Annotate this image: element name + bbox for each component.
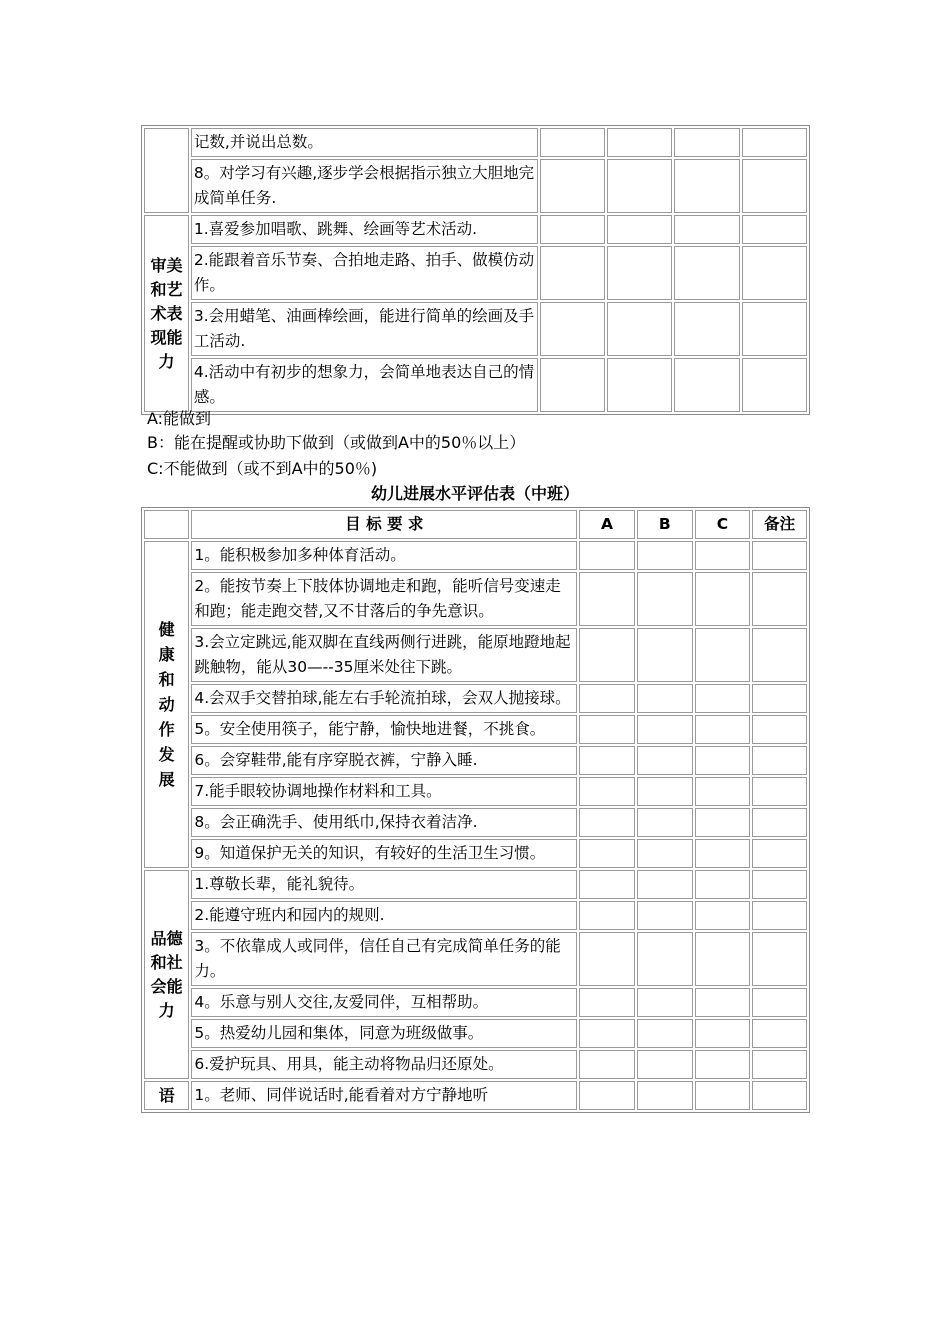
score-c-cell[interactable] bbox=[674, 215, 739, 244]
table-row bbox=[144, 1019, 807, 1048]
table-title: 幼儿进展水平评估表（中班） bbox=[370, 484, 579, 503]
table-row bbox=[144, 128, 807, 157]
score-b-cell[interactable] bbox=[637, 1050, 693, 1079]
score-c-cell[interactable] bbox=[695, 932, 751, 986]
score-b-cell[interactable] bbox=[637, 1081, 693, 1110]
remark-cell[interactable] bbox=[752, 1019, 807, 1048]
table-row bbox=[144, 246, 807, 300]
score-a-cell[interactable] bbox=[579, 628, 635, 682]
score-b-cell[interactable] bbox=[637, 901, 693, 930]
remark-cell[interactable] bbox=[742, 358, 807, 412]
score-b-cell[interactable] bbox=[637, 1019, 693, 1048]
category-cell bbox=[144, 128, 189, 213]
score-c-cell[interactable] bbox=[674, 358, 739, 412]
score-c-cell[interactable] bbox=[695, 572, 751, 626]
remark-cell[interactable] bbox=[742, 246, 807, 300]
goal-cell: 3。不依靠成人或同伴，信任自己有完成简单任务的能力。 bbox=[191, 932, 577, 986]
score-b-cell[interactable] bbox=[637, 684, 693, 713]
score-b-cell[interactable] bbox=[637, 839, 693, 868]
table-row bbox=[144, 1081, 807, 1110]
score-a-cell[interactable] bbox=[540, 358, 605, 412]
remark-cell[interactable] bbox=[742, 215, 807, 244]
score-c-cell[interactable] bbox=[674, 128, 739, 157]
table-row bbox=[144, 746, 807, 775]
score-c-cell[interactable] bbox=[695, 1050, 751, 1079]
table-row bbox=[144, 1050, 807, 1079]
goal-cell: 9。知道保护无关的知识，有较好的生活卫生习惯。 bbox=[191, 839, 577, 868]
score-a-cell[interactable] bbox=[540, 159, 605, 213]
score-b-cell[interactable] bbox=[637, 988, 693, 1017]
score-c-cell[interactable] bbox=[695, 808, 751, 837]
category-cell-art: 审美和艺术表现能力 bbox=[144, 215, 189, 412]
goal-cell: 1.尊敬长辈，能礼貌待。 bbox=[191, 870, 577, 899]
goal-cell: 6.爱护玩具、用具，能主动将物品归还原处。 bbox=[191, 1050, 577, 1079]
table-row bbox=[144, 988, 807, 1017]
score-b-cell[interactable] bbox=[637, 715, 693, 744]
score-c-cell[interactable] bbox=[695, 839, 751, 868]
score-b-cell[interactable] bbox=[607, 246, 672, 300]
score-c-cell[interactable] bbox=[695, 684, 751, 713]
score-a-cell[interactable] bbox=[579, 1081, 635, 1110]
goal-cell: 5。热爱幼儿园和集体，同意为班级做事。 bbox=[191, 1019, 577, 1048]
remark-cell[interactable] bbox=[742, 302, 807, 356]
header-blank bbox=[144, 510, 189, 539]
score-c-cell[interactable] bbox=[695, 715, 751, 744]
score-a-cell[interactable] bbox=[579, 870, 635, 899]
evaluation-table bbox=[141, 507, 810, 1113]
remark-cell[interactable] bbox=[752, 988, 807, 1017]
goal-cell: 4.会双手交替拍球,能左右手轮流拍球，会双人抛接球。 bbox=[191, 684, 577, 713]
score-b-cell[interactable] bbox=[607, 215, 672, 244]
remark-cell[interactable] bbox=[752, 628, 807, 682]
goal-cell: 8。对学习有兴趣,逐步学会根据指示独立大胆地完成简单任务. bbox=[191, 159, 538, 213]
score-c-cell[interactable] bbox=[674, 246, 739, 300]
remark-cell[interactable] bbox=[752, 572, 807, 626]
score-a-cell[interactable] bbox=[579, 839, 635, 868]
score-b-cell[interactable] bbox=[637, 746, 693, 775]
goal-cell: 5。安全使用筷子，能宁静，愉快地进餐，不挑食。 bbox=[191, 715, 577, 744]
score-a-cell[interactable] bbox=[579, 1050, 635, 1079]
table-row bbox=[144, 159, 807, 213]
score-b-cell[interactable] bbox=[637, 777, 693, 806]
goal-cell: 4。乐意与别人交往,友爱同伴，互相帮助。 bbox=[191, 988, 577, 1017]
score-b-cell[interactable] bbox=[637, 628, 693, 682]
score-a-cell[interactable] bbox=[540, 302, 605, 356]
remark-cell[interactable] bbox=[752, 901, 807, 930]
legend-c: C:不能做到（或不到A中的50％) bbox=[147, 459, 378, 478]
score-c-cell[interactable] bbox=[695, 628, 751, 682]
score-c-cell[interactable] bbox=[695, 746, 751, 775]
goal-cell: 1。能积极参加多种体育活动。 bbox=[191, 541, 577, 570]
score-c-cell[interactable] bbox=[695, 988, 751, 1017]
remark-cell[interactable] bbox=[752, 1050, 807, 1079]
score-b-cell[interactable] bbox=[607, 128, 672, 157]
table-row bbox=[144, 932, 807, 986]
goal-cell: 1。老师、同伴说话时,能看着对方宁静地听 bbox=[191, 1081, 577, 1110]
goal-cell: 记数,并说出总数。 bbox=[191, 128, 538, 157]
table-row bbox=[144, 715, 807, 744]
score-a-cell[interactable] bbox=[579, 715, 635, 744]
remark-cell[interactable] bbox=[752, 808, 807, 837]
goal-cell: 2.能遵守班内和园内的规则. bbox=[191, 901, 577, 930]
goal-cell: 2。能按节奏上下肢体协调地走和跑，能听信号变速走和跑；能走跑交替,又不甘落后的争先意识。 bbox=[191, 572, 577, 626]
remark-cell[interactable] bbox=[742, 128, 807, 157]
table-row bbox=[144, 215, 807, 244]
table-row bbox=[144, 302, 807, 356]
score-c-cell[interactable] bbox=[695, 1019, 751, 1048]
remark-cell[interactable] bbox=[752, 870, 807, 899]
goal-cell: 7.能手眼较协调地操作材料和工具。 bbox=[191, 777, 577, 806]
score-a-cell[interactable] bbox=[540, 246, 605, 300]
goal-cell: 3.会立定跳远,能双脚在直线两侧行进跳，能原地蹬地起跳触物，能从30—--35厘米处往下跳。 bbox=[191, 628, 577, 682]
score-a-cell[interactable] bbox=[579, 777, 635, 806]
goal-cell: 3.会用蜡笔、油画棒绘画，能进行简单的绘画及手工活动. bbox=[191, 302, 538, 356]
remark-cell[interactable] bbox=[752, 684, 807, 713]
score-a-cell[interactable] bbox=[579, 541, 635, 570]
table-row bbox=[144, 572, 807, 626]
category-cell-social: 品德和社会能力 bbox=[144, 870, 189, 1079]
table-row bbox=[144, 628, 807, 682]
score-a-cell[interactable] bbox=[579, 808, 635, 837]
table-row bbox=[144, 684, 807, 713]
category-cell-language: 语 bbox=[144, 1081, 189, 1110]
score-b-cell[interactable] bbox=[607, 159, 672, 213]
header-a: A bbox=[579, 510, 635, 539]
score-c-cell[interactable] bbox=[695, 541, 751, 570]
score-c-cell[interactable] bbox=[695, 870, 751, 899]
score-c-cell[interactable] bbox=[695, 777, 751, 806]
goal-cell: 6。会穿鞋带,能有序穿脱衣裤，宁静入睡. bbox=[191, 746, 577, 775]
score-c-cell[interactable] bbox=[695, 901, 751, 930]
score-b-cell[interactable] bbox=[607, 302, 672, 356]
score-b-cell[interactable] bbox=[637, 870, 693, 899]
score-c-cell[interactable] bbox=[674, 302, 739, 356]
legend-b: B：能在提醒或协助下做到（或做到A中的50％以上） bbox=[147, 433, 526, 452]
category-cell-health: 健 康 和 动 作 发 展 bbox=[144, 541, 189, 868]
score-a-cell[interactable] bbox=[579, 1019, 635, 1048]
score-b-cell[interactable] bbox=[607, 358, 672, 412]
score-c-cell[interactable] bbox=[674, 159, 739, 213]
score-b-cell[interactable] bbox=[637, 541, 693, 570]
score-a-cell[interactable] bbox=[579, 684, 635, 713]
table-row bbox=[144, 808, 807, 837]
header-remark: 备注 bbox=[752, 510, 807, 539]
score-a-cell[interactable] bbox=[579, 901, 635, 930]
table-row bbox=[144, 541, 807, 570]
header-c: C bbox=[695, 510, 751, 539]
header-row bbox=[144, 510, 807, 539]
remark-cell[interactable] bbox=[752, 839, 807, 868]
score-a-cell[interactable] bbox=[579, 572, 635, 626]
table-row bbox=[144, 777, 807, 806]
goal-cell: 4.活动中有初步的想象力，会简单地表达自己的情感。 bbox=[191, 358, 538, 412]
score-b-cell[interactable] bbox=[637, 932, 693, 986]
score-a-cell[interactable] bbox=[540, 215, 605, 244]
table-row bbox=[144, 901, 807, 930]
score-c-cell[interactable] bbox=[695, 1081, 751, 1110]
remark-cell[interactable] bbox=[752, 1081, 807, 1110]
score-b-cell[interactable] bbox=[637, 572, 693, 626]
legend-a: A:能做到 bbox=[147, 409, 212, 428]
score-a-cell[interactable] bbox=[540, 128, 605, 157]
goal-cell: 1.喜爱参加唱歌、跳舞、绘画等艺术活动. bbox=[191, 215, 538, 244]
goal-cell: 8。会正确洗手、使用纸巾,保持衣着洁净. bbox=[191, 808, 577, 837]
table-row bbox=[144, 870, 807, 899]
remark-cell[interactable] bbox=[752, 932, 807, 986]
table-row bbox=[144, 839, 807, 868]
goal-cell: 2.能跟着音乐节奏、合拍地走路、拍手、做模仿动作。 bbox=[191, 246, 538, 300]
table-row bbox=[144, 358, 807, 412]
score-a-cell[interactable] bbox=[579, 988, 635, 1017]
remark-cell[interactable] bbox=[752, 715, 807, 744]
score-b-cell[interactable] bbox=[637, 808, 693, 837]
score-a-cell[interactable] bbox=[579, 746, 635, 775]
header-goal: 目 标 要 求 bbox=[191, 510, 577, 539]
remark-cell[interactable] bbox=[752, 777, 807, 806]
header-b: B bbox=[637, 510, 693, 539]
evaluation-table-continued bbox=[141, 125, 810, 415]
remark-cell[interactable] bbox=[752, 541, 807, 570]
remark-cell[interactable] bbox=[742, 159, 807, 213]
score-a-cell[interactable] bbox=[579, 932, 635, 986]
remark-cell[interactable] bbox=[752, 746, 807, 775]
